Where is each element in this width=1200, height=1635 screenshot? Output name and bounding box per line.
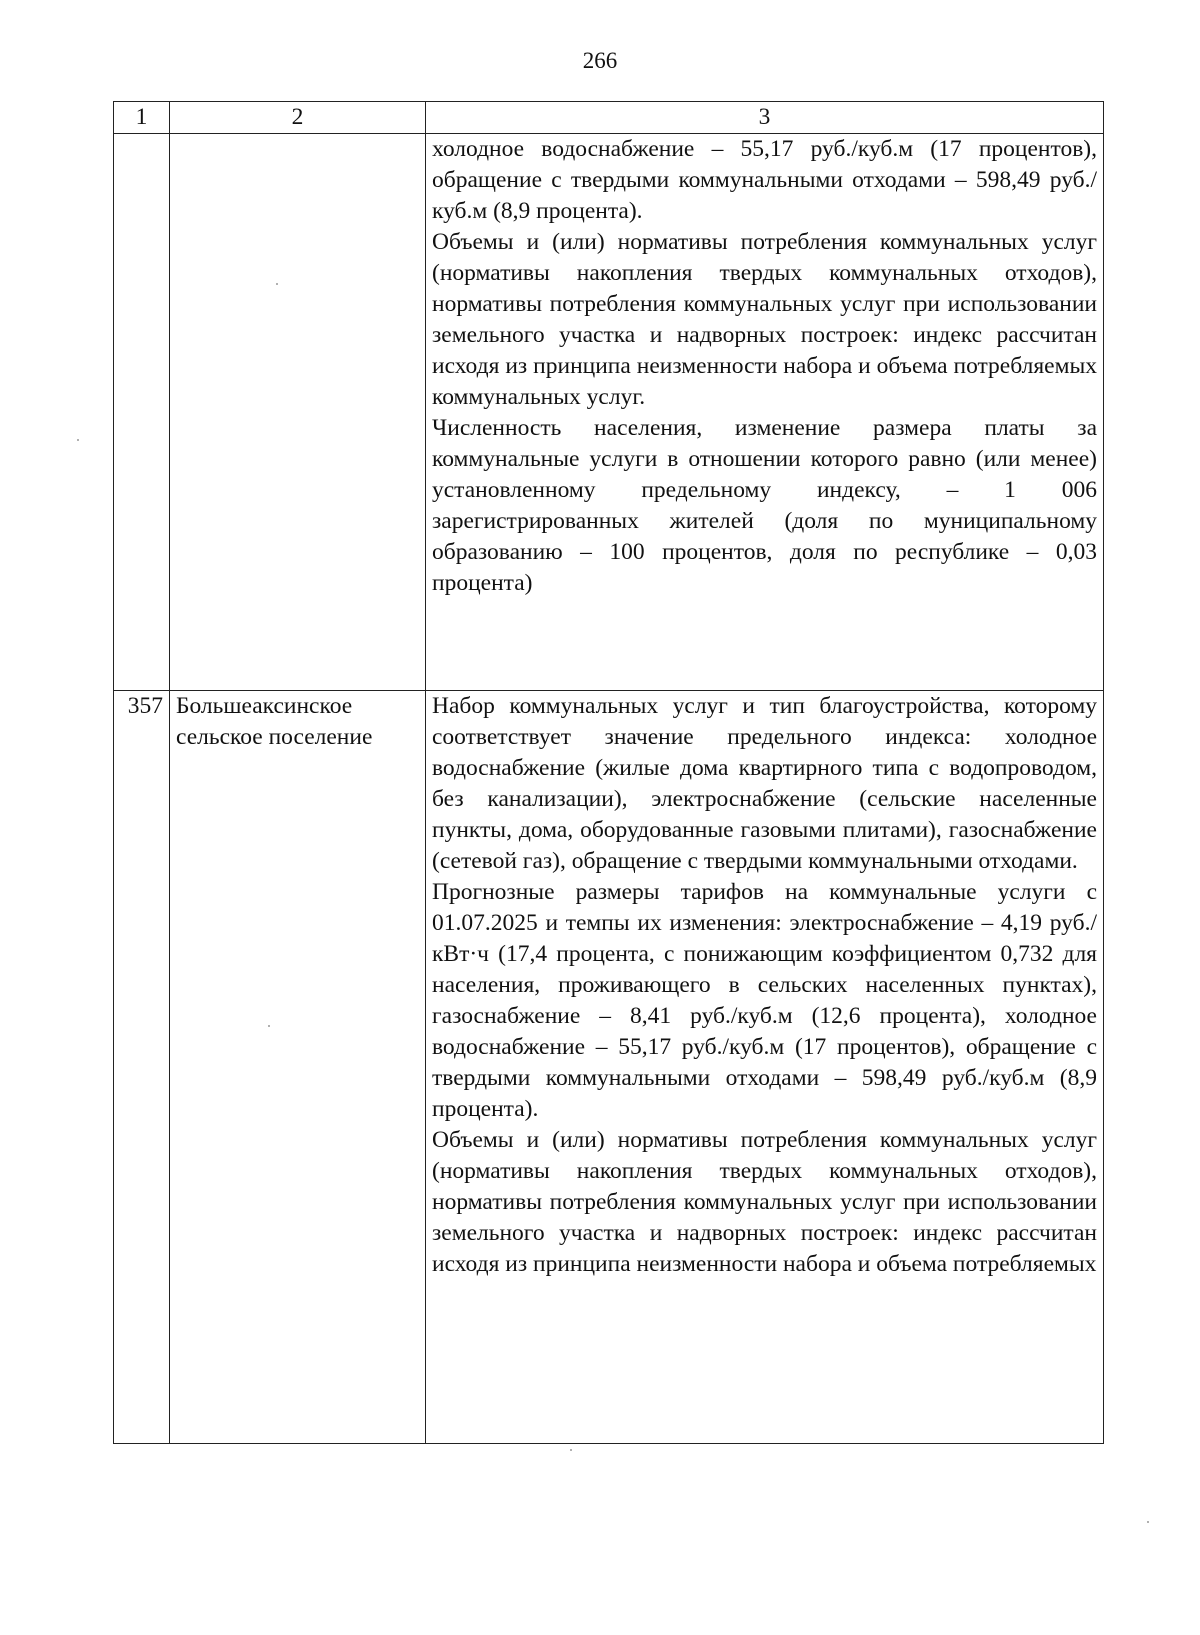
- tariff-paragraph: холодное водоснабжение – 55,17 руб./куб.м (17 процентов), обращение с твердыми коммунальными отходами – 598,49 руб./куб.м (8,9 процента).: [432, 136, 1097, 224]
- table-row: [114, 691, 1104, 1444]
- description-cell: [426, 691, 1104, 1444]
- column-header-3: 3: [426, 102, 1104, 134]
- tariff-forecast-paragraph: Прогнозные размеры тарифов на коммунальные услуги с 01.07.2025 и темпы их изменения: электроснабжение – 4,19 руб./кВт·ч (17,4 процента, с понижающим коэффициентом 0,732 для населения, проживающего в сельских населенных пунктах), газоснабжение – 8,41 руб./куб.м (12,6 процента), холодное водоснабжение – 55,17 руб./куб.м (17 процентов), обращение с твердыми коммунальными отходами – 598,49 руб./куб.м (8,9 процента).: [432, 879, 1097, 1122]
- row-number-cell: 357: [114, 691, 170, 1444]
- row-number-cell: [114, 134, 170, 691]
- consumption-paragraph: Объемы и (или) нормативы потребления коммунальных услуг (нормативы накопления твердых коммунальных отходов), нормативы потребления коммунальных услуг при использовании земельного участка и надворных построек: индекс рассчитан исходя из принципа неизменности набора и объема потребляемых коммунальных услуг.: [432, 229, 1097, 410]
- table-row: [114, 134, 1104, 691]
- page-number: 266: [582, 48, 618, 73]
- consumption-paragraph: Объемы и (или) нормативы потребления коммунальных услуг (нормативы накопления твердых коммунальных отходов), нормативы потребления коммунальных услуг при использовании земельного участка и надворных построек: индекс рассчитан исходя из принципа неизменности набора и объема потребляемых: [432, 1127, 1097, 1277]
- table-header-row: [114, 102, 1104, 134]
- municipality-name-cell: [170, 134, 426, 691]
- population-paragraph: Численность населения, изменение размера платы за коммунальные услуги в отношении которого равно (или менее) установленному предельному индексу, – 1 006 зарегистрированных жителей (доля по муниципальному образованию – 100 процентов, доля по республике – 0,03 процента): [432, 415, 1097, 596]
- column-header-2: 2: [170, 102, 426, 134]
- column-header-1: 1: [114, 102, 170, 134]
- description-cell: [426, 134, 1104, 691]
- municipality-name-cell: Большеаксинское сельское поселение: [170, 691, 426, 1444]
- document-table: [113, 101, 1104, 1444]
- services-set-paragraph: Набор коммунальных услуг и тип благоустройства, которому соответствует значение предельного индекса: холодное водоснабжение (жилые дома квартирного типа с водопроводом, без канализации), электроснабжение (сельские населенные пункты, дома, оборудованные газовыми плитами), газоснабжение (сетевой газ), обращение с твердыми коммунальными отходами.: [432, 693, 1097, 874]
